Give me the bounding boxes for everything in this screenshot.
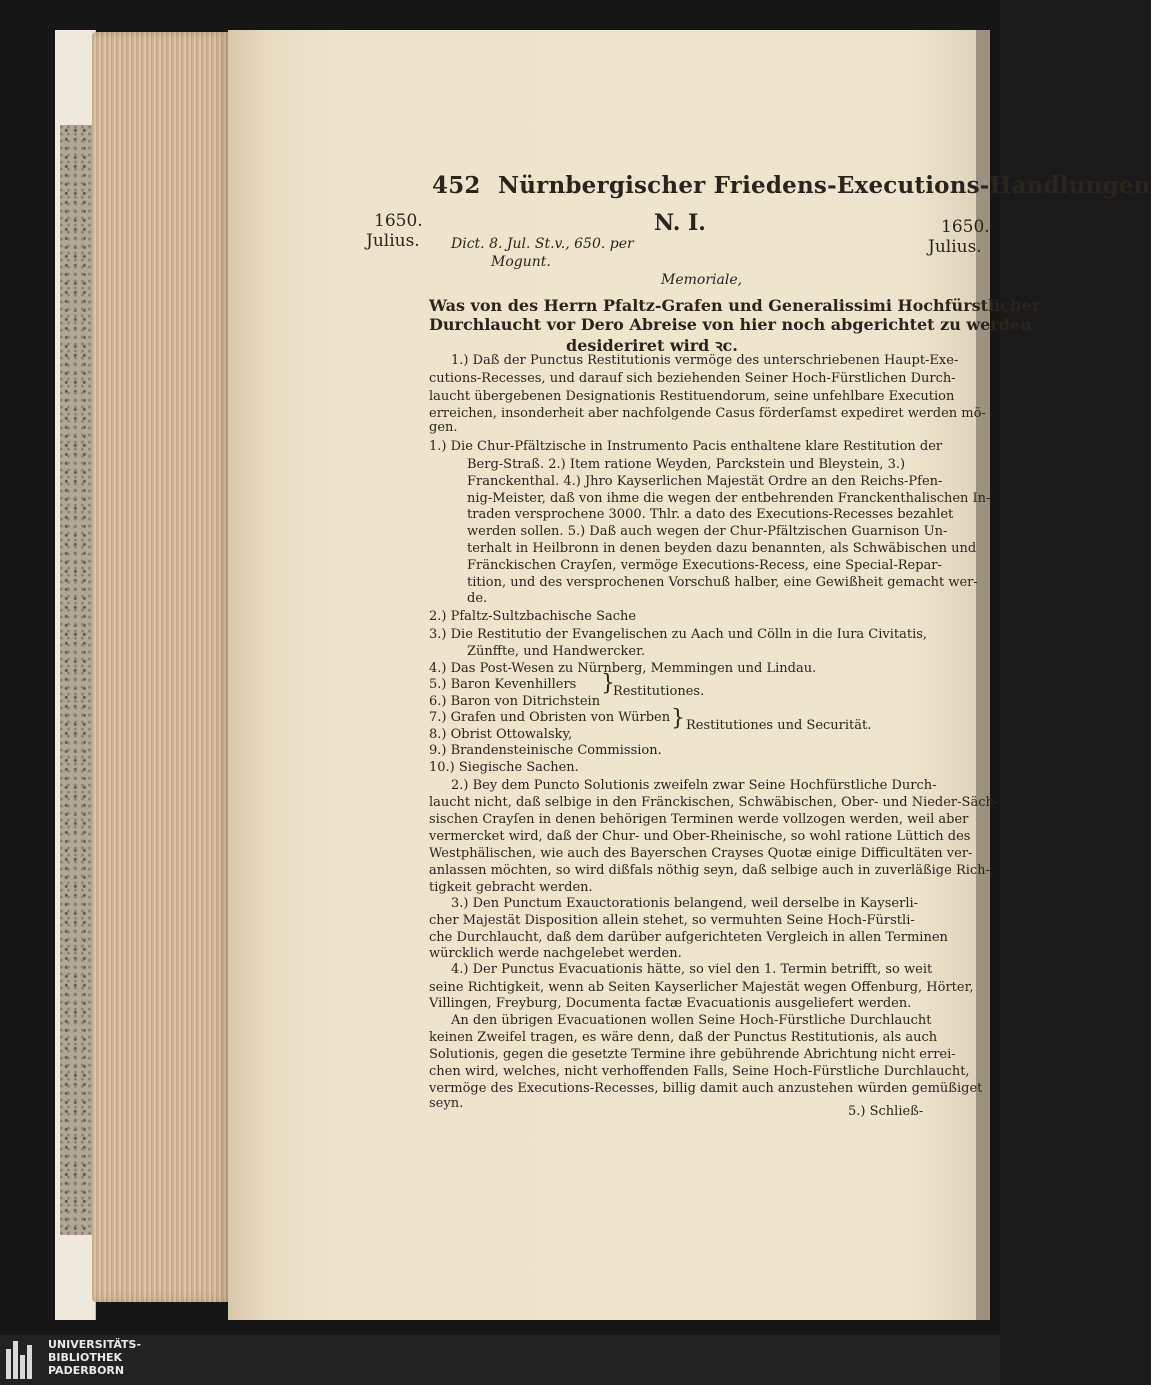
body-line: An den übrigen Evacuationen wollen Seine Hoch-Fürstliche Durchlaucht (451, 1013, 932, 1028)
body-line: Westphälischen, wie auch des Bayerschen Crayses Quotæ einige Difficultäten ver- (429, 846, 973, 861)
body-line: vermöge des Executions-Recesses, billig damit auch anzustehen würden gemüßiget (429, 1081, 983, 1096)
body-line: 3.) Die Restitutio der Evangelischen zu Aach und Cölln in die Iura Civitatis, (429, 627, 928, 642)
body-line: 3.) Den Punctum Exauctorationis belangend, weil derselbe in Kayserli- (451, 896, 919, 911)
body-line: tition, und des versprochenen Vorschuß halber, eine Gewißheit gemacht wer- (467, 575, 978, 590)
library-logo-icon (6, 1341, 34, 1379)
body-line: Franckenthal. 4.) Jhro Kayserlichen Majestät Ordre an den Reichs-Pfen- (467, 474, 943, 489)
body-line: seyn. (429, 1096, 464, 1111)
body-line: tigkeit gebracht werden. (429, 880, 593, 895)
body-line: 6.) Baron von Ditrichstein (429, 694, 601, 709)
dictation-line-2: Mogunt. (491, 254, 551, 270)
body-line: cutions-Recesses, und darauf sich beziehenden Seiner Hoch-Fürstlichen Durch- (429, 371, 956, 386)
body-line: 4.) Der Punctus Evacuationis hätte, so viel den 1. Termin betrifft, so weit (451, 962, 933, 977)
body-line: Solutionis, gegen die gesetzte Termine ihre gebührende Abrichtung nicht errei- (429, 1047, 956, 1062)
title-line: Was von des Herrn Pfaltz-Grafen und Generalissimi Hochfürstlicher (429, 296, 1041, 315)
body-line: werden sollen. 5.) Daß auch wegen der Chur-Pfältzischen Guarnison Un- (467, 524, 948, 539)
body-line: sischen Crayſen in denen behörigen Terminen werde vollzogen werden, weil aber (429, 812, 969, 827)
page-edges (92, 32, 230, 1302)
title-line: Durchlaucht vor Dero Abreise von hier noch abgerichtet zu werden (429, 315, 1032, 334)
body-line: 1.) Die Chur-Pfältzische in Instrumento Pacis enthaltene klare Restitution der (429, 439, 943, 454)
body-line: nig-Meister, daß von ihme die wegen der entbehrenden Franckenthalischen In- (467, 491, 991, 506)
body-line: 4.) Das Post-Wesen zu Nürnberg, Memmingen und Lindau. (429, 661, 817, 676)
body-line: seine Richtigkeit, wenn ab Seiten Kayserlicher Majestät wegen Offenburg, Hörter, (429, 980, 974, 995)
body-line: 10.) Siegische Sachen. (429, 760, 579, 775)
body-line: vermercket wird, daß der Chur- und Ober-Rheinische, so wohl ratione Lüttich des (429, 829, 971, 844)
body-line: 8.) Obrist Ottowalsky, (429, 727, 573, 742)
body-line: chen wird, welches, nicht verhoffenden Falls, Seine Hoch-Fürstliche Durchlaucht, (429, 1064, 970, 1079)
library-name (48, 1338, 141, 1377)
running-title: Nürnbergischer Friedens-Executions-Handlungen (498, 172, 1151, 199)
body-line: erreichen, insonderheit aber nachfolgende Casus förderſamst expediret werden mö- (429, 406, 986, 421)
dictation-line-1: Dict. 8. Jul. St.v., 650. per (451, 236, 634, 252)
body-line: Fränckischen Crayſen, vermöge Executions-Recess, eine Special-Repar- (467, 558, 942, 573)
body-line: terhalt in Heilbronn in denen beyden dazu benannten, als Schwäbischen und (467, 541, 977, 556)
body-line: 9.) Brandensteinische Commission. (429, 743, 662, 758)
body-line: 7.) Grafen und Obristen von Würben (429, 710, 671, 725)
margin-month-right: Julius. (928, 237, 982, 257)
body-line: 1.) Daß der Punctus Restitutionis vermöge des unterschriebenen Haupt-Exe- (451, 353, 959, 368)
body-line: gen. (429, 420, 458, 435)
margin-year-right: 1650. (941, 217, 990, 237)
body-line: laucht nicht, daß selbige in den Fränckischen, Schwäbischen, Ober- und Nieder-Säch- (429, 795, 999, 810)
document-number: N. I. (654, 210, 706, 236)
margin-year-left: 1650. (374, 211, 423, 231)
library-name-line-1: UNIVERSITÄTS- (48, 1338, 142, 1351)
library-name-line-2: BIBLIOTHEK (48, 1351, 123, 1364)
brace-7-8: } (671, 706, 685, 731)
memoriale-heading: Memoriale, (661, 272, 743, 288)
body-line: würcklich werde nachgelebet werden. (429, 946, 682, 961)
body-line: traden versprochene 3000. Thlr. a dato des Executions-Recesses bezahlet (467, 507, 954, 522)
body-line: 2.) Bey dem Puncto Solutionis zweifeln zwar Seine Hochfürstliche Durch- (451, 778, 937, 793)
library-footer (0, 1335, 1000, 1385)
restitutiones-label: Restitutiones. (613, 684, 705, 699)
body-line: de. (467, 591, 488, 606)
library-name-line-3: PADERBORN (48, 1364, 125, 1377)
margin-month-left: Julius. (366, 231, 420, 251)
body-line: 2.) Pfaltz-Sultzbachische Sache (429, 609, 637, 624)
brace-5-6: } (601, 671, 615, 696)
body-line: Villingen, Freyburg, Documenta factæ Evacuationis ausgeliefert werden. (429, 996, 912, 1011)
body-line: cher Majestät Disposition allein stehet, so vermuhten Seine Hoch-Fürstli- (429, 913, 915, 928)
body-line: laucht übergebenen Designationis Restituendorum, seine unfehlbare Execution (429, 389, 955, 404)
restitutiones-securitat-label: Restitutiones und Securität. (686, 718, 872, 733)
title-line: desideriret wird ꝛc. (566, 336, 738, 355)
catchword: 5.) Schließ- (848, 1104, 924, 1119)
body-line: keinen Zweifel tragen, es wäre denn, daß der Punctus Restitutionis, als auch (429, 1030, 938, 1045)
page-number: 452 (432, 172, 481, 199)
body-line: Berg-Straß. 2.) Item ratione Weyden, Parckstein und Bleystein, 3.) (467, 457, 906, 472)
body-line: che Durchlaucht, daß dem darüber aufgerichteten Vergleich in allen Terminen (429, 930, 948, 945)
body-line: anlassen möchten, so wird dißfals nöthig seyn, daß selbige auch in zuverläßige Rich- (429, 863, 990, 878)
body-line: 5.) Baron Kevenhillers (429, 677, 577, 692)
marbled-endpaper (60, 125, 96, 1235)
body-line: Zünffte, und Handwercker. (467, 644, 645, 659)
